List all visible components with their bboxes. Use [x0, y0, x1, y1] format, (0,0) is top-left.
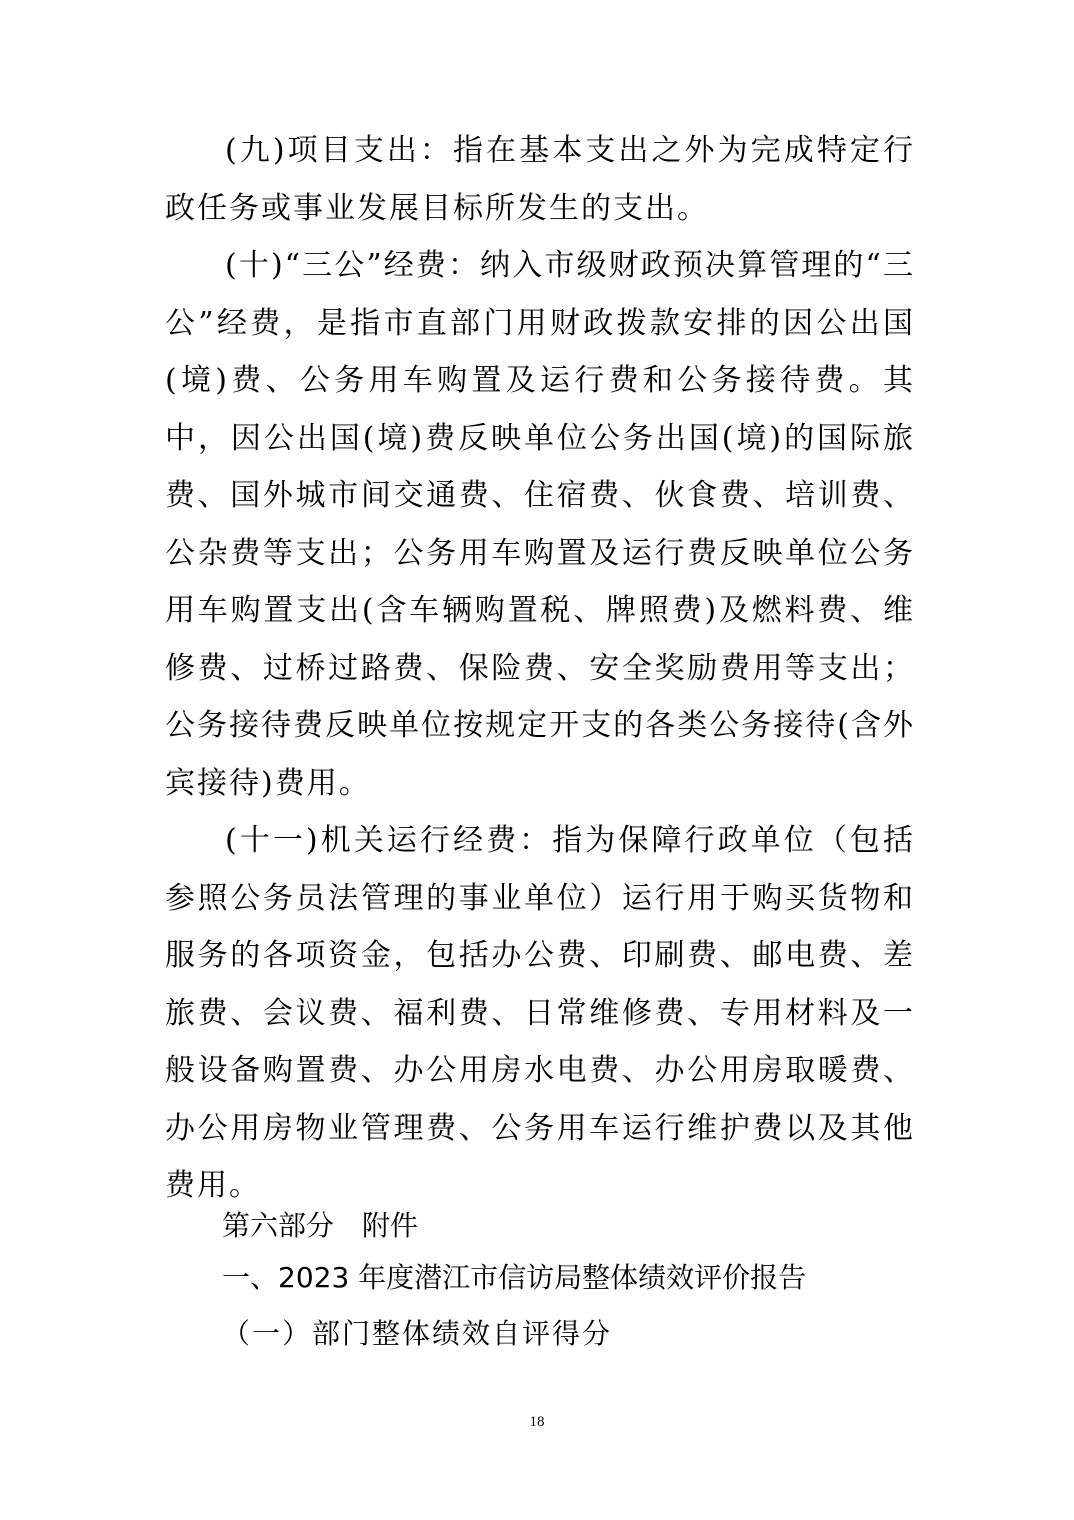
paragraph-project-expenditure: (九)项目支出：指在基本支出之外为完成特定行政任务或事业发展目标所发生的支出。	[165, 133, 915, 226]
body-text	[165, 122, 915, 1215]
sub-heading: （一）部门整体绩效自评得分	[222, 1317, 613, 1350]
paragraph-operating-expenses: (十一)机关运行经费：指为保障行政单位（包括参照公务员法管理的事业单位）运行用于购买货物和服务的各项资金，包括办公费、印刷费、邮电费、差旅费、会议费、福利费、日常维修费、专用材料及一般设备购置费、办公用房水电费、办公用房取暖费、办公用房物业管理费、公务用车运行维护费以及其他费用。	[165, 823, 915, 1203]
report-title: 一、2023 年度潜江市信访局整体绩效评价报告	[222, 1261, 807, 1294]
paragraph-three-public-expenses: (十)“三公”经费：纳入市级财政预决算管理的“三公”经费，是指市直部门用财政拨款安排的因公出国(境)费、公务用车购置及运行费和公务接待费。其中，因公出国(境)费反映单位公务出国(境)的国际旅费、国外城市间交通费、住宿费、伙食费、培训费、公杂费等支出；公务用车购置及运行费反映单位公务用车购置支出(含车辆购置税、牌照费)及燃料费、维修费、过桥过路费、保险费、安全奖励费用等支出；公务接待费反映单位按规定开支的各类公务接待(含外宾接待)费用。	[165, 248, 915, 801]
appendix-heading: 第六部分 附件	[222, 1209, 419, 1242]
page-number: 18	[529, 1414, 545, 1430]
